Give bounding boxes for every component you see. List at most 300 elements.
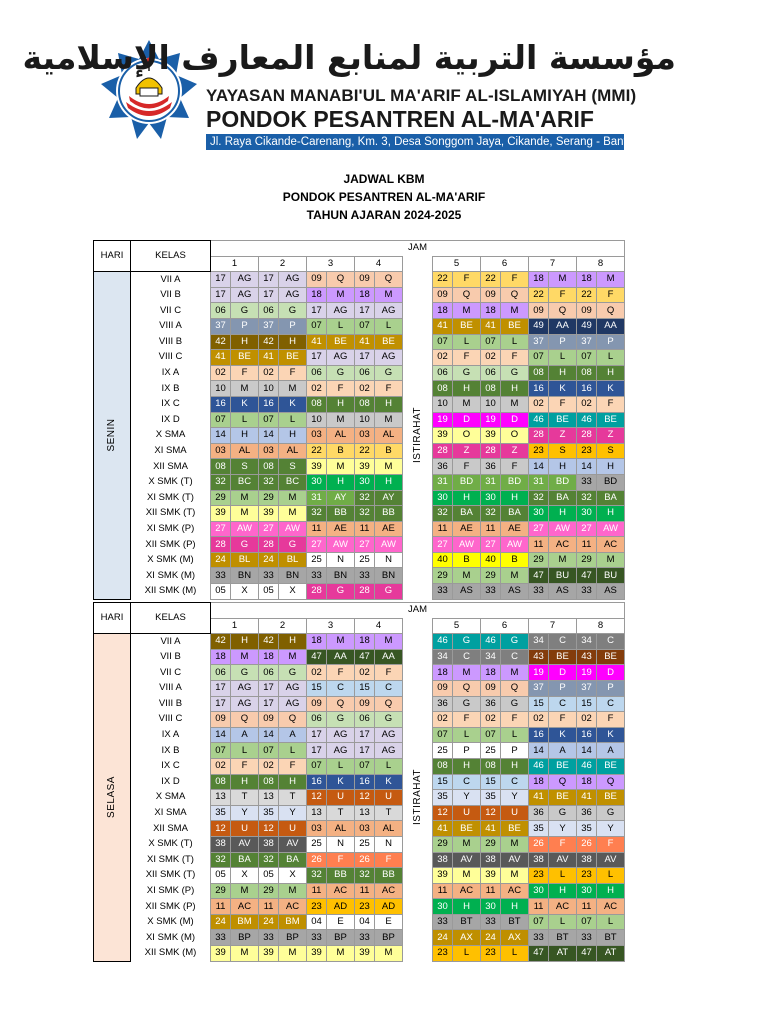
subject-code-cell: L (501, 946, 529, 962)
subject-code-cell: F (279, 758, 307, 774)
subject-code-cell: BT (549, 930, 577, 946)
subject-code-cell: BD (501, 474, 529, 490)
subject-code-cell: BE (597, 412, 625, 428)
subject-code-cell: H (279, 334, 307, 350)
teacher-code-cell: 02 (481, 350, 501, 366)
teacher-code-cell: 47 (355, 649, 375, 665)
subject-code-cell: BU (597, 568, 625, 584)
table-row (94, 805, 625, 821)
teacher-code-cell: 32 (259, 852, 279, 868)
subject-code-cell: G (453, 365, 481, 381)
teacher-code-cell: 06 (355, 712, 375, 728)
subject-code-cell: BP (231, 930, 259, 946)
subject-code-cell: M (501, 836, 529, 852)
subject-code-cell: L (597, 868, 625, 884)
subject-code-cell: L (549, 914, 577, 930)
jam-number: 7 (529, 256, 577, 272)
teacher-code-cell: 07 (529, 350, 549, 366)
subject-code-cell: Z (453, 443, 481, 459)
subject-code-cell: P (279, 318, 307, 334)
teacher-code-cell: 07 (259, 743, 279, 759)
jam-number: 4 (355, 256, 403, 272)
teacher-code-cell: 33 (529, 584, 549, 600)
kelas-cell: VIII A (159, 320, 182, 332)
teacher-code-cell: 38 (481, 852, 501, 868)
table-row (94, 396, 625, 412)
subject-code-cell: F (549, 836, 577, 852)
subject-code-cell: M (231, 649, 259, 665)
jam-number: 6 (481, 618, 529, 634)
subject-code-cell: H (279, 428, 307, 444)
teacher-code-cell: 40 (481, 552, 501, 568)
subject-code-cell: L (231, 412, 259, 428)
subject-code-cell: BE (549, 649, 577, 665)
subject-code-cell: BM (231, 914, 259, 930)
teacher-code-cell: 14 (259, 428, 279, 444)
teacher-code-cell: 22 (481, 272, 501, 288)
teacher-code-cell: 17 (259, 696, 279, 712)
subject-code-cell: H (597, 506, 625, 522)
subject-code-cell: E (375, 914, 403, 930)
subject-code-cell: X (279, 584, 307, 600)
subject-code-cell: S (279, 459, 307, 475)
subject-code-cell: K (549, 727, 577, 743)
teacher-code-cell: 33 (481, 584, 501, 600)
teacher-code-cell: 06 (307, 712, 327, 728)
subject-code-cell: H (501, 490, 529, 506)
subject-code-cell: K (327, 774, 355, 790)
table-row (94, 287, 625, 303)
subject-code-cell: M (549, 552, 577, 568)
teacher-code-cell: 33 (307, 568, 327, 584)
teacher-code-cell: 16 (307, 774, 327, 790)
subject-code-cell: U (375, 790, 403, 806)
teacher-code-cell: 16 (259, 396, 279, 412)
subject-code-cell: H (501, 899, 529, 915)
teacher-code-cell: 46 (481, 634, 501, 650)
teacher-code-cell: 14 (529, 743, 549, 759)
teacher-code-cell: 29 (259, 883, 279, 899)
teacher-code-cell: 49 (529, 318, 549, 334)
teacher-code-cell: 26 (577, 836, 597, 852)
subject-code-cell: BT (501, 914, 529, 930)
subject-code-cell: T (375, 805, 403, 821)
teacher-code-cell: 03 (307, 821, 327, 837)
subject-code-cell: BE (549, 412, 577, 428)
teacher-code-cell: 30 (433, 899, 453, 915)
subject-code-cell: M (231, 506, 259, 522)
teacher-code-cell: 32 (307, 868, 327, 884)
teacher-code-cell: 32 (433, 506, 453, 522)
teacher-code-cell: 27 (259, 521, 279, 537)
subject-code-cell: Y (597, 821, 625, 837)
teacher-code-cell: 24 (481, 930, 501, 946)
teacher-code-cell: 18 (481, 665, 501, 681)
teacher-code-cell: 35 (211, 805, 231, 821)
teacher-code-cell: 25 (433, 743, 453, 759)
subject-code-cell: T (231, 790, 259, 806)
teacher-code-cell: 11 (577, 537, 597, 553)
title-jadwal: JADWAL KBM (343, 172, 425, 186)
teacher-code-cell: 08 (211, 459, 231, 475)
subject-code-cell: AW (597, 521, 625, 537)
subject-code-cell: K (375, 774, 403, 790)
table-row (94, 696, 625, 712)
teacher-code-cell: 33 (355, 568, 375, 584)
kelas-cell: VII B (160, 289, 181, 301)
table-row (94, 649, 625, 665)
teacher-code-cell: 36 (577, 805, 597, 821)
teacher-code-cell: 41 (355, 334, 375, 350)
subject-code-cell: P (549, 334, 577, 350)
subject-code-cell: B (375, 443, 403, 459)
title-pondok: PONDOK PESANTREN AL-MA'ARIF (282, 190, 486, 204)
subject-code-cell: H (597, 883, 625, 899)
subject-code-cell: L (453, 334, 481, 350)
subject-code-cell: M (501, 868, 529, 884)
teacher-code-cell: 35 (481, 790, 501, 806)
teacher-code-cell: 09 (433, 680, 453, 696)
kelas-cell: XII SMK (T) (145, 869, 196, 881)
kelas-cell: XI SMK (T) (147, 853, 194, 865)
subject-code-cell: D (549, 665, 577, 681)
teacher-code-cell: 16 (355, 774, 375, 790)
teacher-code-cell: 29 (211, 490, 231, 506)
subject-code-cell: Q (375, 272, 403, 288)
teacher-code-cell: 27 (433, 537, 453, 553)
subject-code-cell: G (279, 665, 307, 681)
teacher-code-cell: 16 (577, 727, 597, 743)
teacher-code-cell: 18 (355, 287, 375, 303)
teacher-code-cell: 34 (433, 649, 453, 665)
table-row (94, 428, 625, 444)
teacher-code-cell: 39 (481, 428, 501, 444)
subject-code-cell: AC (453, 883, 481, 899)
teacher-code-cell: 39 (433, 428, 453, 444)
title-tahun: TAHUN AJARAN 2024-2025 (306, 208, 462, 222)
kelas-cell: X SMK (M) (147, 916, 194, 928)
jam-number: 8 (577, 618, 625, 634)
kelas-cell: XII SMK (M) (144, 585, 197, 597)
teacher-code-cell: 09 (211, 712, 231, 728)
teacher-code-cell: 23 (577, 443, 597, 459)
subject-code-cell: M (279, 649, 307, 665)
subject-code-cell: M (231, 381, 259, 397)
jam-number: 4 (355, 618, 403, 634)
jam-number: 8 (577, 256, 625, 272)
subject-code-cell: Q (375, 696, 403, 712)
subject-code-cell: K (231, 396, 259, 412)
subject-code-cell: H (597, 459, 625, 475)
teacher-code-cell: 39 (481, 868, 501, 884)
teacher-code-cell: 11 (433, 521, 453, 537)
teacher-code-cell: 18 (433, 303, 453, 319)
arabic-foundation-name: مؤسسة التربية لمنابع المعارف الإسلامية (22, 38, 676, 77)
kelas-cell: IX D (161, 413, 180, 425)
subject-code-cell: L (597, 350, 625, 366)
subject-code-cell: G (231, 665, 259, 681)
teacher-code-cell: 43 (529, 649, 549, 665)
subject-code-cell: P (597, 334, 625, 350)
teacher-code-cell: 33 (433, 584, 453, 600)
subject-code-cell: A (597, 743, 625, 759)
teacher-code-cell: 46 (577, 412, 597, 428)
teacher-code-cell: 30 (481, 490, 501, 506)
subject-code-cell: G (231, 303, 259, 319)
teacher-code-cell: 07 (355, 318, 375, 334)
teacher-code-cell: 07 (481, 727, 501, 743)
subject-code-cell: AL (279, 443, 307, 459)
teacher-code-cell: 47 (577, 946, 597, 962)
kelas-cell: XII SMA (153, 460, 188, 472)
teacher-code-cell: 29 (259, 490, 279, 506)
subject-code-cell: Z (501, 443, 529, 459)
teacher-code-cell: 43 (577, 649, 597, 665)
teacher-code-cell: 05 (211, 584, 231, 600)
subject-code-cell: Y (231, 805, 259, 821)
teacher-code-cell: 09 (433, 287, 453, 303)
subject-code-cell: M (375, 287, 403, 303)
kelas-cell: XI SMK (T) (147, 491, 194, 503)
hari-cell (94, 272, 131, 599)
subject-code-cell: AL (375, 821, 403, 837)
teacher-code-cell: 46 (577, 758, 597, 774)
teacher-code-cell: 24 (259, 914, 279, 930)
teacher-code-cell: 13 (307, 805, 327, 821)
teacher-code-cell: 09 (481, 287, 501, 303)
jam-number: 2 (259, 618, 307, 634)
teacher-code-cell: 23 (433, 946, 453, 962)
subject-code-cell: BP (279, 930, 307, 946)
teacher-code-cell: 41 (481, 821, 501, 837)
subject-code-cell: BE (501, 318, 529, 334)
subject-code-cell: L (231, 743, 259, 759)
subject-code-cell: Z (597, 428, 625, 444)
teacher-code-cell: 02 (433, 350, 453, 366)
subject-code-cell: AG (231, 680, 259, 696)
subject-code-cell: M (453, 665, 481, 681)
teacher-code-cell: 25 (307, 552, 327, 568)
subject-code-cell: BN (327, 568, 355, 584)
subject-code-cell: BB (327, 506, 355, 522)
kelas-cell: VII A (160, 273, 181, 285)
teacher-code-cell: 13 (211, 790, 231, 806)
teacher-code-cell: 46 (529, 412, 549, 428)
teacher-code-cell: 49 (577, 318, 597, 334)
subject-code-cell: Q (279, 712, 307, 728)
teacher-code-cell: 14 (211, 428, 231, 444)
subject-code-cell: AC (549, 899, 577, 915)
table-row (94, 552, 625, 568)
teacher-code-cell: 27 (307, 537, 327, 553)
subject-code-cell: H (231, 634, 259, 650)
subject-code-cell: G (327, 584, 355, 600)
teacher-code-cell: 07 (355, 758, 375, 774)
jam-header: JAM (211, 241, 625, 257)
teacher-code-cell: 11 (307, 521, 327, 537)
subject-code-cell: G (453, 634, 481, 650)
subject-code-cell: H (375, 474, 403, 490)
kelas-cell: X SMK (T) (148, 838, 193, 850)
subject-code-cell: AW (327, 537, 355, 553)
subject-code-cell: AY (375, 490, 403, 506)
subject-code-cell: M (279, 381, 307, 397)
subject-code-cell: H (549, 506, 577, 522)
subject-code-cell: O (453, 428, 481, 444)
teacher-code-cell: 17 (355, 303, 375, 319)
teacher-code-cell: 17 (355, 743, 375, 759)
subject-code-cell: BD (549, 474, 577, 490)
subject-code-cell: U (279, 821, 307, 837)
table-row (94, 868, 625, 884)
subject-code-cell: BE (549, 790, 577, 806)
teacher-code-cell: 28 (529, 428, 549, 444)
teacher-code-cell: 42 (259, 634, 279, 650)
subject-code-cell: M (327, 946, 355, 962)
kelas-cell: VII A (160, 635, 181, 647)
teacher-code-cell: 29 (577, 552, 597, 568)
subject-code-cell: F (327, 852, 355, 868)
kelas-cell: VIII A (159, 682, 182, 694)
subject-code-cell: AG (327, 743, 355, 759)
subject-code-cell: M (453, 303, 481, 319)
subject-code-cell: P (549, 680, 577, 696)
subject-code-cell: AY (327, 490, 355, 506)
table-row (94, 946, 625, 962)
teacher-code-cell: 08 (481, 758, 501, 774)
subject-code-cell: F (453, 350, 481, 366)
teacher-code-cell: 07 (307, 758, 327, 774)
kelas-cell: X SMK (M) (147, 554, 194, 566)
teacher-code-cell: 10 (307, 412, 327, 428)
kelas-cell: VII C (159, 666, 182, 678)
teacher-code-cell: 15 (529, 696, 549, 712)
teacher-code-cell: 28 (211, 537, 231, 553)
kelas-cell: XI SMA (154, 445, 187, 457)
address-bar: Jl. Raya Cikande-Carenang, Km. 3, Desa Songgom Jaya, Cikande, Serang - Banten (42186) (206, 134, 624, 150)
subject-code-cell: S (597, 443, 625, 459)
subject-code-cell: M (453, 868, 481, 884)
teacher-code-cell: 39 (307, 459, 327, 475)
subject-code-cell: M (375, 946, 403, 962)
subject-code-cell: AG (279, 272, 307, 288)
subject-code-cell: AG (375, 743, 403, 759)
subject-code-cell: H (597, 365, 625, 381)
teacher-code-cell: 32 (211, 852, 231, 868)
subject-code-cell: AL (327, 821, 355, 837)
teacher-code-cell: 17 (307, 743, 327, 759)
subject-code-cell: A (279, 727, 307, 743)
subject-code-cell: M (375, 412, 403, 428)
jam-number: 6 (481, 256, 529, 272)
teacher-code-cell: 37 (577, 680, 597, 696)
subject-code-cell: C (453, 649, 481, 665)
subject-code-cell: N (327, 552, 355, 568)
table-row (94, 474, 625, 490)
subject-code-cell: H (231, 334, 259, 350)
teacher-code-cell: 23 (529, 443, 549, 459)
teacher-code-cell: 12 (259, 821, 279, 837)
subject-code-cell: M (231, 883, 259, 899)
teacher-code-cell: 15 (433, 774, 453, 790)
teacher-code-cell: 11 (307, 883, 327, 899)
teacher-code-cell: 07 (307, 318, 327, 334)
teacher-code-cell: 04 (307, 914, 327, 930)
teacher-code-cell: 15 (307, 680, 327, 696)
table-row (94, 521, 625, 537)
subject-code-cell: F (279, 365, 307, 381)
subject-code-cell: M (327, 634, 355, 650)
teacher-code-cell: 41 (211, 350, 231, 366)
subject-code-cell: G (549, 805, 577, 821)
teacher-code-cell: 06 (355, 365, 375, 381)
subject-code-cell: AG (327, 727, 355, 743)
subject-code-cell: G (375, 365, 403, 381)
subject-code-cell: F (453, 459, 481, 475)
subject-code-cell: C (453, 774, 481, 790)
teacher-code-cell: 11 (211, 899, 231, 915)
subject-code-cell: H (231, 774, 259, 790)
teacher-code-cell: 39 (211, 946, 231, 962)
subject-code-cell: F (549, 712, 577, 728)
hari-header: HARI (94, 241, 131, 272)
teacher-code-cell: 39 (355, 459, 375, 475)
table-row (94, 665, 625, 681)
subject-code-cell: BE (231, 350, 259, 366)
subject-code-cell: BB (375, 868, 403, 884)
kelas-cell: IX A (161, 367, 180, 379)
table-row (94, 930, 625, 946)
teacher-code-cell: 46 (529, 758, 549, 774)
table-row (94, 272, 625, 288)
table-row (94, 836, 625, 852)
kelas-cell: XI SMK (P) (146, 522, 195, 534)
table-row (94, 727, 625, 743)
subject-code-cell: B (501, 552, 529, 568)
subject-code-cell: N (327, 836, 355, 852)
teacher-code-cell: 17 (211, 696, 231, 712)
subject-code-cell: Q (501, 680, 529, 696)
subject-code-cell: BL (231, 552, 259, 568)
subject-code-cell: G (375, 584, 403, 600)
subject-code-cell: H (453, 758, 481, 774)
istirahat-cell (403, 272, 433, 599)
subject-code-cell: AD (327, 899, 355, 915)
table-row (94, 774, 625, 790)
subject-code-cell: K (549, 381, 577, 397)
subject-code-cell: BA (597, 490, 625, 506)
subject-code-cell: L (501, 334, 529, 350)
subject-code-cell: H (279, 634, 307, 650)
subject-code-cell: BT (597, 930, 625, 946)
subject-code-cell: AL (327, 428, 355, 444)
subject-code-cell: S (231, 459, 259, 475)
teacher-code-cell: 06 (259, 303, 279, 319)
teacher-code-cell: 22 (433, 272, 453, 288)
subject-code-cell: L (375, 758, 403, 774)
subject-code-cell: D (501, 412, 529, 428)
teacher-code-cell: 02 (481, 712, 501, 728)
jam-number: 1 (211, 256, 259, 272)
subject-code-cell: D (453, 412, 481, 428)
kelas-cell: XI SMK (M) (145, 931, 196, 943)
teacher-code-cell: 38 (529, 852, 549, 868)
table-row (94, 443, 625, 459)
teacher-code-cell: 11 (355, 883, 375, 899)
istirahat-cell (403, 634, 433, 961)
teacher-code-cell: 13 (355, 805, 375, 821)
subject-code-cell: AG (375, 727, 403, 743)
